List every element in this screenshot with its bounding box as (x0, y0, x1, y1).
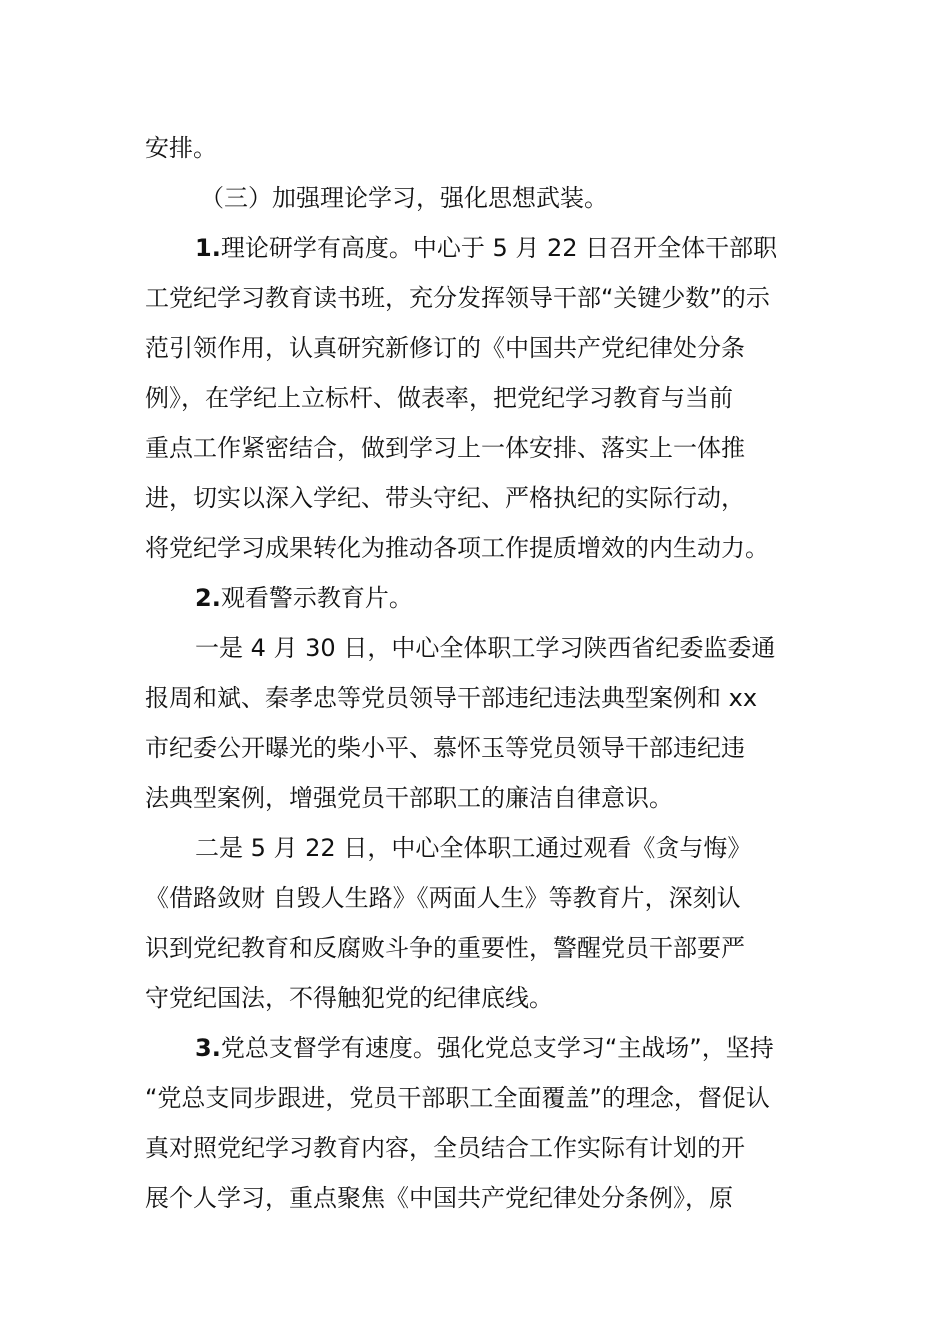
text-line: 真对照党纪学习教育内容，全员结合工作实际有计划的开 (145, 1134, 745, 1162)
text-line: 识到党纪教育和反腐败斗争的重要性，警醒党员干部要严 (145, 934, 745, 962)
text-line: 安排。 (145, 134, 217, 162)
text-span: 观看警示教育片。 (220, 584, 413, 612)
text-line: “党总支同步跟进，党员干部职工全面覆盖”的理念，督促认 (145, 1084, 770, 1112)
section-heading: （三）加强理论学习，强化思想武装。 (200, 184, 608, 212)
text-line: 法典型案例，增强党员干部职工的廉洁自律意识。 (145, 784, 673, 812)
item-number: 3. (195, 1034, 221, 1062)
item-number: 1. (195, 234, 221, 262)
text-span: 党总支督学有速度。强化党总支学习“主战场”，坚持 (220, 1034, 774, 1062)
text-line: 守党纪国法，不得触犯党的纪律底线。 (145, 984, 553, 1012)
item-number: 2. (195, 584, 221, 612)
text-span: 理论研学有高度。中心于 5 月 22 日召开全体干部职 (220, 234, 778, 262)
paragraph-first-line (195, 233, 777, 263)
paragraph-first-line (195, 1033, 774, 1063)
text-line: 范引领作用，认真研究新修订的《中国共产党纪律处分条 (145, 334, 745, 362)
paragraph-first-line: 二是 5 月 22 日，中心全体职工通过观看《贪与悔》 (195, 834, 752, 862)
text-line: 进，切实以深入学纪、带头守纪、严格执纪的实际行动， (145, 484, 745, 512)
text-line: 展个人学习，重点聚焦《中国共产党纪律处分条例》，原 (145, 1184, 733, 1212)
text-line: 重点工作紧密结合，做到学习上一体安排、落实上一体推 (145, 434, 745, 462)
paragraph-first-line (195, 583, 413, 613)
paragraph-first-line: 一是 4 月 30 日，中心全体职工学习陕西省纪委监委通 (195, 634, 776, 662)
text-line: 例》，在学纪上立标杆、做表率，把党纪学习教育与当前 (145, 384, 733, 412)
text-line: 《借路敛财 自毁人生路》《两面人生》等教育片，深刻认 (145, 884, 741, 912)
text-line: 将党纪学习成果转化为推动各项工作提质增效的内生动力。 (145, 534, 769, 562)
text-line: 工党纪学习教育读书班，充分发挥领导干部“关键少数”的示 (145, 284, 770, 312)
text-line: 市纪委公开曝光的柴小平、慕怀玉等党员领导干部违纪违 (145, 734, 745, 762)
text-line: 报周和斌、秦孝忠等党员领导干部违纪违法典型案例和 xx (145, 684, 758, 712)
